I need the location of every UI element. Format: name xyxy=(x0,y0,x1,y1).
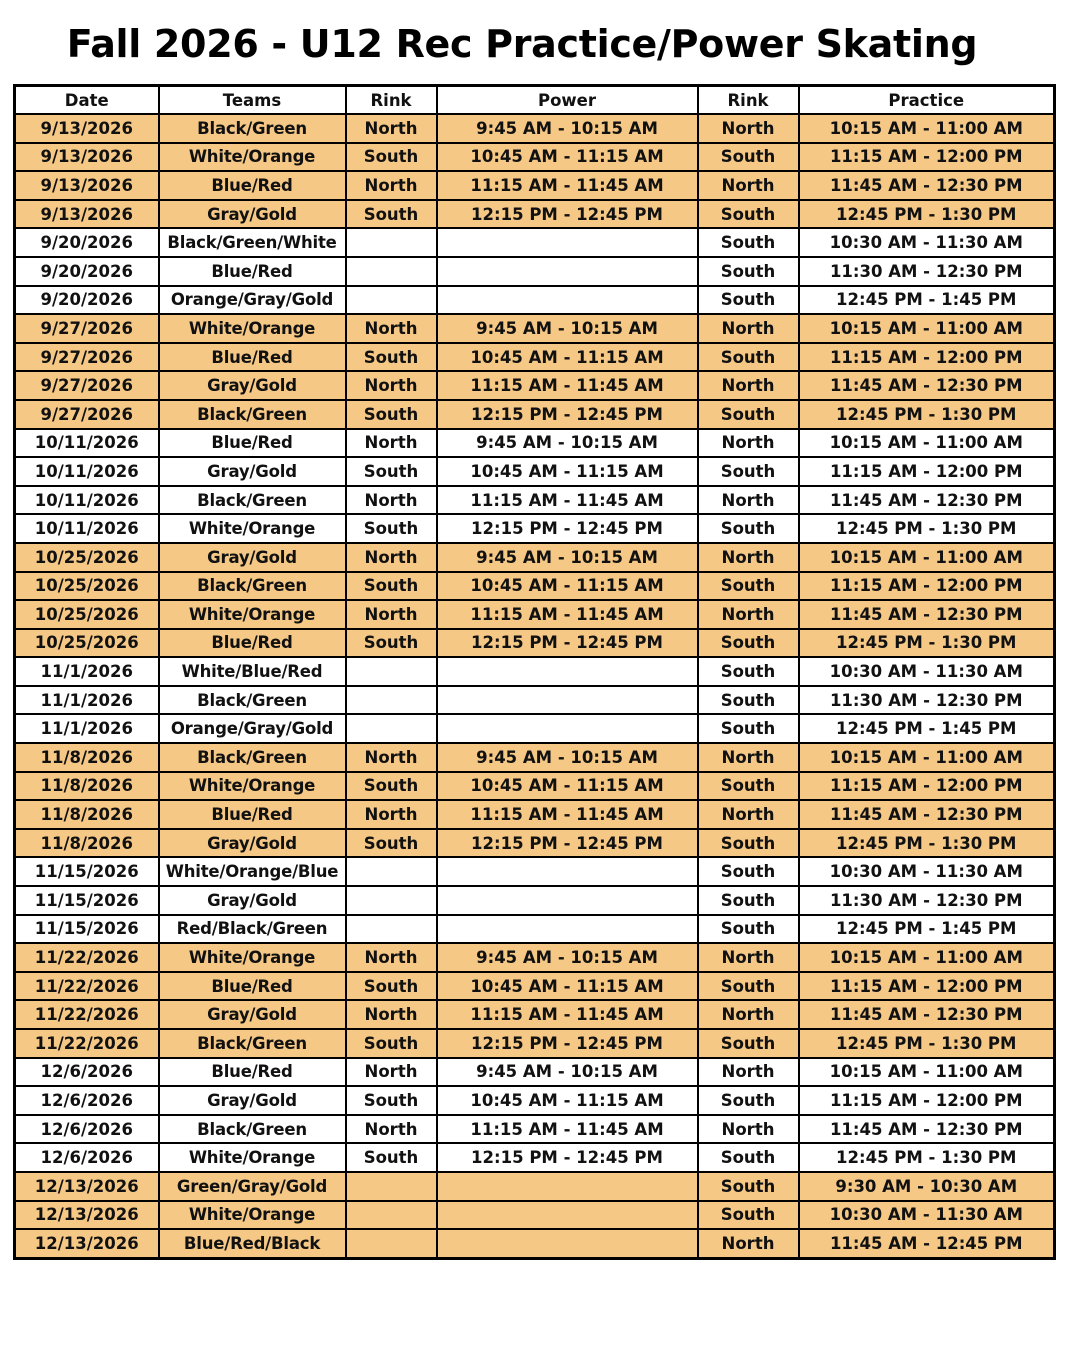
cell-practice-time: 11:15 AM - 12:00 PM xyxy=(799,343,1055,372)
cell-teams: Blue/Red xyxy=(159,257,346,286)
cell-date: 12/13/2026 xyxy=(15,1172,159,1201)
cell-practice-time: 10:15 AM - 11:00 AM xyxy=(799,429,1055,458)
cell-practice-rink: South xyxy=(698,200,799,229)
cell-date: 11/8/2026 xyxy=(15,800,159,829)
cell-teams: Gray/Gold xyxy=(159,200,346,229)
cell-practice-rink: North xyxy=(698,1000,799,1029)
table-row xyxy=(15,657,1055,686)
cell-power-rink: South xyxy=(346,1029,437,1058)
table-row xyxy=(15,114,1055,143)
cell-date: 10/11/2026 xyxy=(15,429,159,458)
cell-power-time xyxy=(437,1172,698,1201)
cell-power-rink xyxy=(346,686,437,715)
cell-teams: Blue/Red xyxy=(159,343,346,372)
cell-power-rink: South xyxy=(346,400,437,429)
cell-date: 10/25/2026 xyxy=(15,600,159,629)
cell-teams: Black/Green xyxy=(159,743,346,772)
table-row xyxy=(15,1000,1055,1029)
header-power: Power xyxy=(437,86,698,115)
cell-date: 10/11/2026 xyxy=(15,486,159,515)
cell-power-rink: North xyxy=(346,800,437,829)
cell-power-rink xyxy=(346,1229,437,1258)
cell-teams: White/Orange xyxy=(159,514,346,543)
cell-date: 9/20/2026 xyxy=(15,257,159,286)
cell-power-time: 10:45 AM - 11:15 AM xyxy=(437,772,698,801)
table-row xyxy=(15,143,1055,172)
table-row xyxy=(15,714,1055,743)
cell-practice-rink: North xyxy=(698,371,799,400)
cell-date: 11/22/2026 xyxy=(15,972,159,1001)
cell-power-time: 11:15 AM - 11:45 AM xyxy=(437,600,698,629)
table-row xyxy=(15,457,1055,486)
cell-date: 9/20/2026 xyxy=(15,286,159,315)
cell-practice-rink: North xyxy=(698,486,799,515)
cell-teams: Gray/Gold xyxy=(159,457,346,486)
cell-date: 9/27/2026 xyxy=(15,400,159,429)
cell-practice-rink: North xyxy=(698,314,799,343)
cell-power-time xyxy=(437,714,698,743)
page-title: Fall 2026 - U12 Rec Practice/Power Skating xyxy=(66,22,978,66)
header-power-rink: Rink xyxy=(346,86,437,115)
table-row xyxy=(15,686,1055,715)
cell-teams: Green/Gray/Gold xyxy=(159,1172,346,1201)
table-row xyxy=(15,257,1055,286)
cell-teams: White/Orange/Blue xyxy=(159,857,346,886)
cell-practice-rink: South xyxy=(698,857,799,886)
table-row xyxy=(15,915,1055,944)
cell-power-time xyxy=(437,228,698,257)
cell-date: 11/22/2026 xyxy=(15,943,159,972)
cell-date: 12/13/2026 xyxy=(15,1201,159,1230)
cell-practice-time: 11:15 AM - 12:00 PM xyxy=(799,143,1055,172)
table-row xyxy=(15,228,1055,257)
cell-date: 11/15/2026 xyxy=(15,886,159,915)
cell-power-time: 12:15 PM - 12:45 PM xyxy=(437,1143,698,1172)
cell-date: 11/8/2026 xyxy=(15,829,159,858)
schedule-body xyxy=(15,114,1055,1258)
table-row xyxy=(15,171,1055,200)
schedule-table xyxy=(13,84,1056,1260)
cell-power-rink: North xyxy=(346,1058,437,1087)
cell-practice-rink: South xyxy=(698,1086,799,1115)
cell-practice-time: 10:15 AM - 11:00 AM xyxy=(799,943,1055,972)
cell-practice-rink: South xyxy=(698,343,799,372)
cell-practice-time: 10:30 AM - 11:30 AM xyxy=(799,657,1055,686)
table-row xyxy=(15,1058,1055,1087)
cell-practice-time: 10:30 AM - 11:30 AM xyxy=(799,857,1055,886)
cell-power-time: 11:15 AM - 11:45 AM xyxy=(437,800,698,829)
cell-teams: Blue/Red xyxy=(159,972,346,1001)
cell-power-rink: North xyxy=(346,486,437,515)
cell-power-rink: North xyxy=(346,429,437,458)
cell-power-rink xyxy=(346,228,437,257)
cell-power-time: 12:15 PM - 12:45 PM xyxy=(437,1029,698,1058)
cell-practice-rink: North xyxy=(698,1058,799,1087)
cell-date: 10/25/2026 xyxy=(15,543,159,572)
cell-practice-rink: South xyxy=(698,1201,799,1230)
cell-practice-rink: South xyxy=(698,886,799,915)
cell-date: 12/6/2026 xyxy=(15,1143,159,1172)
cell-power-rink xyxy=(346,915,437,944)
cell-teams: Blue/Red xyxy=(159,800,346,829)
cell-practice-rink: North xyxy=(698,600,799,629)
cell-practice-time: 12:45 PM - 1:45 PM xyxy=(799,286,1055,315)
header-date: Date xyxy=(15,86,159,115)
cell-power-time: 11:15 AM - 11:45 AM xyxy=(437,1000,698,1029)
cell-date: 9/13/2026 xyxy=(15,200,159,229)
cell-teams: Gray/Gold xyxy=(159,543,346,572)
schedule-header xyxy=(15,86,1055,115)
cell-practice-rink: North xyxy=(698,1115,799,1144)
cell-practice-rink: North xyxy=(698,943,799,972)
cell-practice-time: 11:45 AM - 12:30 PM xyxy=(799,371,1055,400)
cell-date: 11/8/2026 xyxy=(15,743,159,772)
cell-power-time: 12:15 PM - 12:45 PM xyxy=(437,829,698,858)
cell-practice-time: 12:45 PM - 1:30 PM xyxy=(799,1143,1055,1172)
cell-teams: Gray/Gold xyxy=(159,1086,346,1115)
cell-power-time: 9:45 AM - 10:15 AM xyxy=(437,743,698,772)
cell-practice-rink: South xyxy=(698,572,799,601)
cell-practice-rink: South xyxy=(698,629,799,658)
cell-power-rink xyxy=(346,657,437,686)
table-row xyxy=(15,1029,1055,1058)
cell-practice-rink: North xyxy=(698,543,799,572)
cell-practice-time: 12:45 PM - 1:45 PM xyxy=(799,915,1055,944)
cell-practice-time: 11:45 AM - 12:30 PM xyxy=(799,486,1055,515)
cell-power-time xyxy=(437,286,698,315)
cell-teams: Blue/Red/Black xyxy=(159,1229,346,1258)
cell-practice-time: 12:45 PM - 1:30 PM xyxy=(799,514,1055,543)
cell-practice-rink: South xyxy=(698,257,799,286)
cell-practice-time: 9:30 AM - 10:30 AM xyxy=(799,1172,1055,1201)
cell-practice-time: 12:45 PM - 1:30 PM xyxy=(799,400,1055,429)
cell-date: 9/13/2026 xyxy=(15,114,159,143)
cell-practice-rink: South xyxy=(698,829,799,858)
cell-power-time: 12:15 PM - 12:45 PM xyxy=(437,400,698,429)
cell-power-time: 12:15 PM - 12:45 PM xyxy=(437,200,698,229)
cell-power-time xyxy=(437,857,698,886)
cell-power-time xyxy=(437,686,698,715)
cell-practice-rink: South xyxy=(698,1172,799,1201)
table-row xyxy=(15,400,1055,429)
header-teams: Teams xyxy=(159,86,346,115)
cell-power-time: 10:45 AM - 11:15 AM xyxy=(437,1086,698,1115)
cell-teams: Red/Black/Green xyxy=(159,915,346,944)
cell-power-rink: South xyxy=(346,1086,437,1115)
cell-date: 11/1/2026 xyxy=(15,657,159,686)
cell-teams: Black/Green xyxy=(159,400,346,429)
table-row xyxy=(15,972,1055,1001)
cell-power-time: 10:45 AM - 11:15 AM xyxy=(437,457,698,486)
cell-power-time xyxy=(437,1229,698,1258)
cell-power-time: 12:15 PM - 12:45 PM xyxy=(437,514,698,543)
cell-teams: Orange/Gray/Gold xyxy=(159,286,346,315)
table-row xyxy=(15,1229,1055,1258)
cell-teams: Orange/Gray/Gold xyxy=(159,714,346,743)
cell-practice-rink: North xyxy=(698,114,799,143)
cell-power-time xyxy=(437,257,698,286)
cell-power-time: 11:15 AM - 11:45 AM xyxy=(437,486,698,515)
cell-power-rink xyxy=(346,886,437,915)
cell-practice-rink: South xyxy=(698,286,799,315)
header-practice-rink: Rink xyxy=(698,86,799,115)
table-row xyxy=(15,1143,1055,1172)
cell-teams: Black/Green xyxy=(159,1029,346,1058)
cell-power-rink xyxy=(346,714,437,743)
cell-power-time: 10:45 AM - 11:15 AM xyxy=(437,572,698,601)
cell-teams: Blue/Red xyxy=(159,429,346,458)
cell-power-time: 9:45 AM - 10:15 AM xyxy=(437,314,698,343)
cell-date: 9/27/2026 xyxy=(15,371,159,400)
cell-practice-time: 12:45 PM - 1:30 PM xyxy=(799,1029,1055,1058)
cell-practice-rink: North xyxy=(698,171,799,200)
table-row xyxy=(15,286,1055,315)
cell-power-rink: North xyxy=(346,543,437,572)
cell-practice-rink: South xyxy=(698,686,799,715)
cell-practice-time: 11:45 AM - 12:30 PM xyxy=(799,171,1055,200)
cell-power-rink: North xyxy=(346,371,437,400)
cell-practice-time: 11:45 AM - 12:30 PM xyxy=(799,1115,1055,1144)
cell-power-time: 9:45 AM - 10:15 AM xyxy=(437,1058,698,1087)
cell-power-rink: South xyxy=(346,629,437,658)
cell-date: 9/13/2026 xyxy=(15,143,159,172)
table-row xyxy=(15,429,1055,458)
cell-teams: White/Blue/Red xyxy=(159,657,346,686)
cell-practice-time: 11:45 AM - 12:30 PM xyxy=(799,800,1055,829)
cell-practice-time: 12:45 PM - 1:30 PM xyxy=(799,200,1055,229)
table-row xyxy=(15,572,1055,601)
cell-practice-rink: North xyxy=(698,1229,799,1258)
cell-power-rink: South xyxy=(346,829,437,858)
cell-date: 11/15/2026 xyxy=(15,857,159,886)
cell-date: 12/6/2026 xyxy=(15,1058,159,1087)
cell-teams: White/Orange xyxy=(159,1143,346,1172)
table-row xyxy=(15,800,1055,829)
cell-power-time: 10:45 AM - 11:15 AM xyxy=(437,343,698,372)
table-row xyxy=(15,886,1055,915)
cell-power-time: 11:15 AM - 11:45 AM xyxy=(437,1115,698,1144)
cell-date: 12/13/2026 xyxy=(15,1229,159,1258)
cell-practice-time: 10:15 AM - 11:00 AM xyxy=(799,114,1055,143)
cell-power-time: 9:45 AM - 10:15 AM xyxy=(437,429,698,458)
cell-practice-time: 10:15 AM - 11:00 AM xyxy=(799,314,1055,343)
cell-practice-time: 11:30 AM - 12:30 PM xyxy=(799,257,1055,286)
table-row xyxy=(15,1172,1055,1201)
cell-practice-rink: South xyxy=(698,514,799,543)
cell-power-time: 10:45 AM - 11:15 AM xyxy=(437,972,698,1001)
cell-teams: Gray/Gold xyxy=(159,1000,346,1029)
cell-power-rink: North xyxy=(346,1115,437,1144)
cell-teams: Black/Green xyxy=(159,572,346,601)
cell-power-rink: South xyxy=(346,343,437,372)
cell-date: 9/27/2026 xyxy=(15,343,159,372)
cell-practice-time: 11:45 AM - 12:30 PM xyxy=(799,1000,1055,1029)
cell-date: 9/27/2026 xyxy=(15,314,159,343)
cell-power-time: 9:45 AM - 10:15 AM xyxy=(437,543,698,572)
cell-power-rink: South xyxy=(346,457,437,486)
cell-power-rink: North xyxy=(346,743,437,772)
cell-power-time: 9:45 AM - 10:15 AM xyxy=(437,114,698,143)
cell-power-rink: South xyxy=(346,200,437,229)
cell-power-rink xyxy=(346,257,437,286)
table-row xyxy=(15,857,1055,886)
cell-date: 9/13/2026 xyxy=(15,171,159,200)
cell-teams: Black/Green/White xyxy=(159,228,346,257)
table-row xyxy=(15,1201,1055,1230)
cell-date: 11/22/2026 xyxy=(15,1029,159,1058)
table-row xyxy=(15,543,1055,572)
cell-date: 11/22/2026 xyxy=(15,1000,159,1029)
cell-date: 10/25/2026 xyxy=(15,629,159,658)
cell-practice-time: 12:45 PM - 1:30 PM xyxy=(799,829,1055,858)
cell-practice-time: 11:30 AM - 12:30 PM xyxy=(799,686,1055,715)
table-row xyxy=(15,1115,1055,1144)
cell-practice-time: 10:15 AM - 11:00 AM xyxy=(799,743,1055,772)
cell-practice-time: 11:15 AM - 12:00 PM xyxy=(799,1086,1055,1115)
cell-practice-rink: South xyxy=(698,915,799,944)
cell-practice-rink: South xyxy=(698,772,799,801)
cell-power-rink: South xyxy=(346,772,437,801)
table-row xyxy=(15,514,1055,543)
cell-teams: White/Orange xyxy=(159,772,346,801)
cell-power-rink: North xyxy=(346,314,437,343)
cell-power-rink xyxy=(346,1172,437,1201)
table-row xyxy=(15,1086,1055,1115)
cell-teams: White/Orange xyxy=(159,600,346,629)
cell-date: 11/1/2026 xyxy=(15,686,159,715)
cell-practice-time: 11:15 AM - 12:00 PM xyxy=(799,772,1055,801)
cell-teams: Blue/Red xyxy=(159,171,346,200)
cell-date: 11/8/2026 xyxy=(15,772,159,801)
cell-power-time xyxy=(437,657,698,686)
cell-date: 11/1/2026 xyxy=(15,714,159,743)
table-row xyxy=(15,772,1055,801)
cell-teams: White/Orange xyxy=(159,1201,346,1230)
cell-power-rink xyxy=(346,1201,437,1230)
cell-practice-time: 10:30 AM - 11:30 AM xyxy=(799,228,1055,257)
cell-power-rink: North xyxy=(346,171,437,200)
cell-practice-time: 11:15 AM - 12:00 PM xyxy=(799,572,1055,601)
cell-practice-rink: South xyxy=(698,1143,799,1172)
cell-power-rink: South xyxy=(346,972,437,1001)
cell-practice-time: 11:15 AM - 12:00 PM xyxy=(799,457,1055,486)
cell-practice-rink: South xyxy=(698,457,799,486)
table-row xyxy=(15,371,1055,400)
cell-date: 12/6/2026 xyxy=(15,1115,159,1144)
table-row xyxy=(15,486,1055,515)
cell-power-rink: South xyxy=(346,514,437,543)
table-row xyxy=(15,200,1055,229)
cell-teams: Black/Green xyxy=(159,486,346,515)
cell-date: 10/25/2026 xyxy=(15,572,159,601)
cell-practice-time: 12:45 PM - 1:30 PM xyxy=(799,629,1055,658)
cell-teams: Black/Green xyxy=(159,114,346,143)
cell-teams: Blue/Red xyxy=(159,629,346,658)
cell-teams: Blue/Red xyxy=(159,1058,346,1087)
cell-power-time xyxy=(437,886,698,915)
cell-practice-rink: South xyxy=(698,228,799,257)
cell-date: 10/11/2026 xyxy=(15,514,159,543)
cell-date: 12/6/2026 xyxy=(15,1086,159,1115)
table-row xyxy=(15,743,1055,772)
cell-teams: Black/Green xyxy=(159,686,346,715)
cell-power-time xyxy=(437,915,698,944)
cell-power-rink xyxy=(346,857,437,886)
cell-teams: Gray/Gold xyxy=(159,371,346,400)
cell-teams: Gray/Gold xyxy=(159,886,346,915)
cell-practice-time: 11:15 AM - 12:00 PM xyxy=(799,972,1055,1001)
cell-practice-time: 11:45 AM - 12:45 PM xyxy=(799,1229,1055,1258)
table-row xyxy=(15,600,1055,629)
cell-power-rink xyxy=(346,286,437,315)
cell-power-time: 9:45 AM - 10:15 AM xyxy=(437,943,698,972)
table-row xyxy=(15,943,1055,972)
cell-practice-rink: South xyxy=(698,143,799,172)
cell-practice-rink: North xyxy=(698,429,799,458)
cell-power-rink: North xyxy=(346,943,437,972)
header-practice: Practice xyxy=(799,86,1055,115)
cell-date: 10/11/2026 xyxy=(15,457,159,486)
cell-practice-rink: South xyxy=(698,1029,799,1058)
cell-date: 9/20/2026 xyxy=(15,228,159,257)
table-row xyxy=(15,829,1055,858)
cell-practice-rink: North xyxy=(698,743,799,772)
cell-practice-rink: South xyxy=(698,657,799,686)
cell-teams: White/Orange xyxy=(159,943,346,972)
cell-power-rink: South xyxy=(346,572,437,601)
cell-practice-rink: South xyxy=(698,714,799,743)
cell-teams: Black/Green xyxy=(159,1115,346,1144)
cell-power-rink: North xyxy=(346,600,437,629)
cell-practice-time: 10:15 AM - 11:00 AM xyxy=(799,1058,1055,1087)
cell-power-time: 11:15 AM - 11:45 AM xyxy=(437,371,698,400)
cell-power-time: 12:15 PM - 12:45 PM xyxy=(437,629,698,658)
cell-power-rink: South xyxy=(346,1143,437,1172)
cell-practice-time: 11:45 AM - 12:30 PM xyxy=(799,600,1055,629)
cell-practice-rink: South xyxy=(698,972,799,1001)
cell-power-rink: North xyxy=(346,114,437,143)
cell-practice-time: 10:30 AM - 11:30 AM xyxy=(799,1201,1055,1230)
cell-practice-rink: South xyxy=(698,400,799,429)
table-row xyxy=(15,629,1055,658)
cell-practice-time: 11:30 AM - 12:30 PM xyxy=(799,886,1055,915)
cell-power-time xyxy=(437,1201,698,1230)
cell-practice-time: 12:45 PM - 1:45 PM xyxy=(799,714,1055,743)
cell-power-time: 11:15 AM - 11:45 AM xyxy=(437,171,698,200)
table-row xyxy=(15,343,1055,372)
cell-teams: Gray/Gold xyxy=(159,829,346,858)
cell-teams: White/Orange xyxy=(159,314,346,343)
cell-power-time: 10:45 AM - 11:15 AM xyxy=(437,143,698,172)
cell-power-rink: South xyxy=(346,143,437,172)
cell-power-rink: North xyxy=(346,1000,437,1029)
header-row xyxy=(15,86,1055,115)
cell-teams: White/Orange xyxy=(159,143,346,172)
cell-practice-rink: North xyxy=(698,800,799,829)
table-row xyxy=(15,314,1055,343)
cell-practice-time: 10:15 AM - 11:00 AM xyxy=(799,543,1055,572)
cell-date: 11/15/2026 xyxy=(15,915,159,944)
